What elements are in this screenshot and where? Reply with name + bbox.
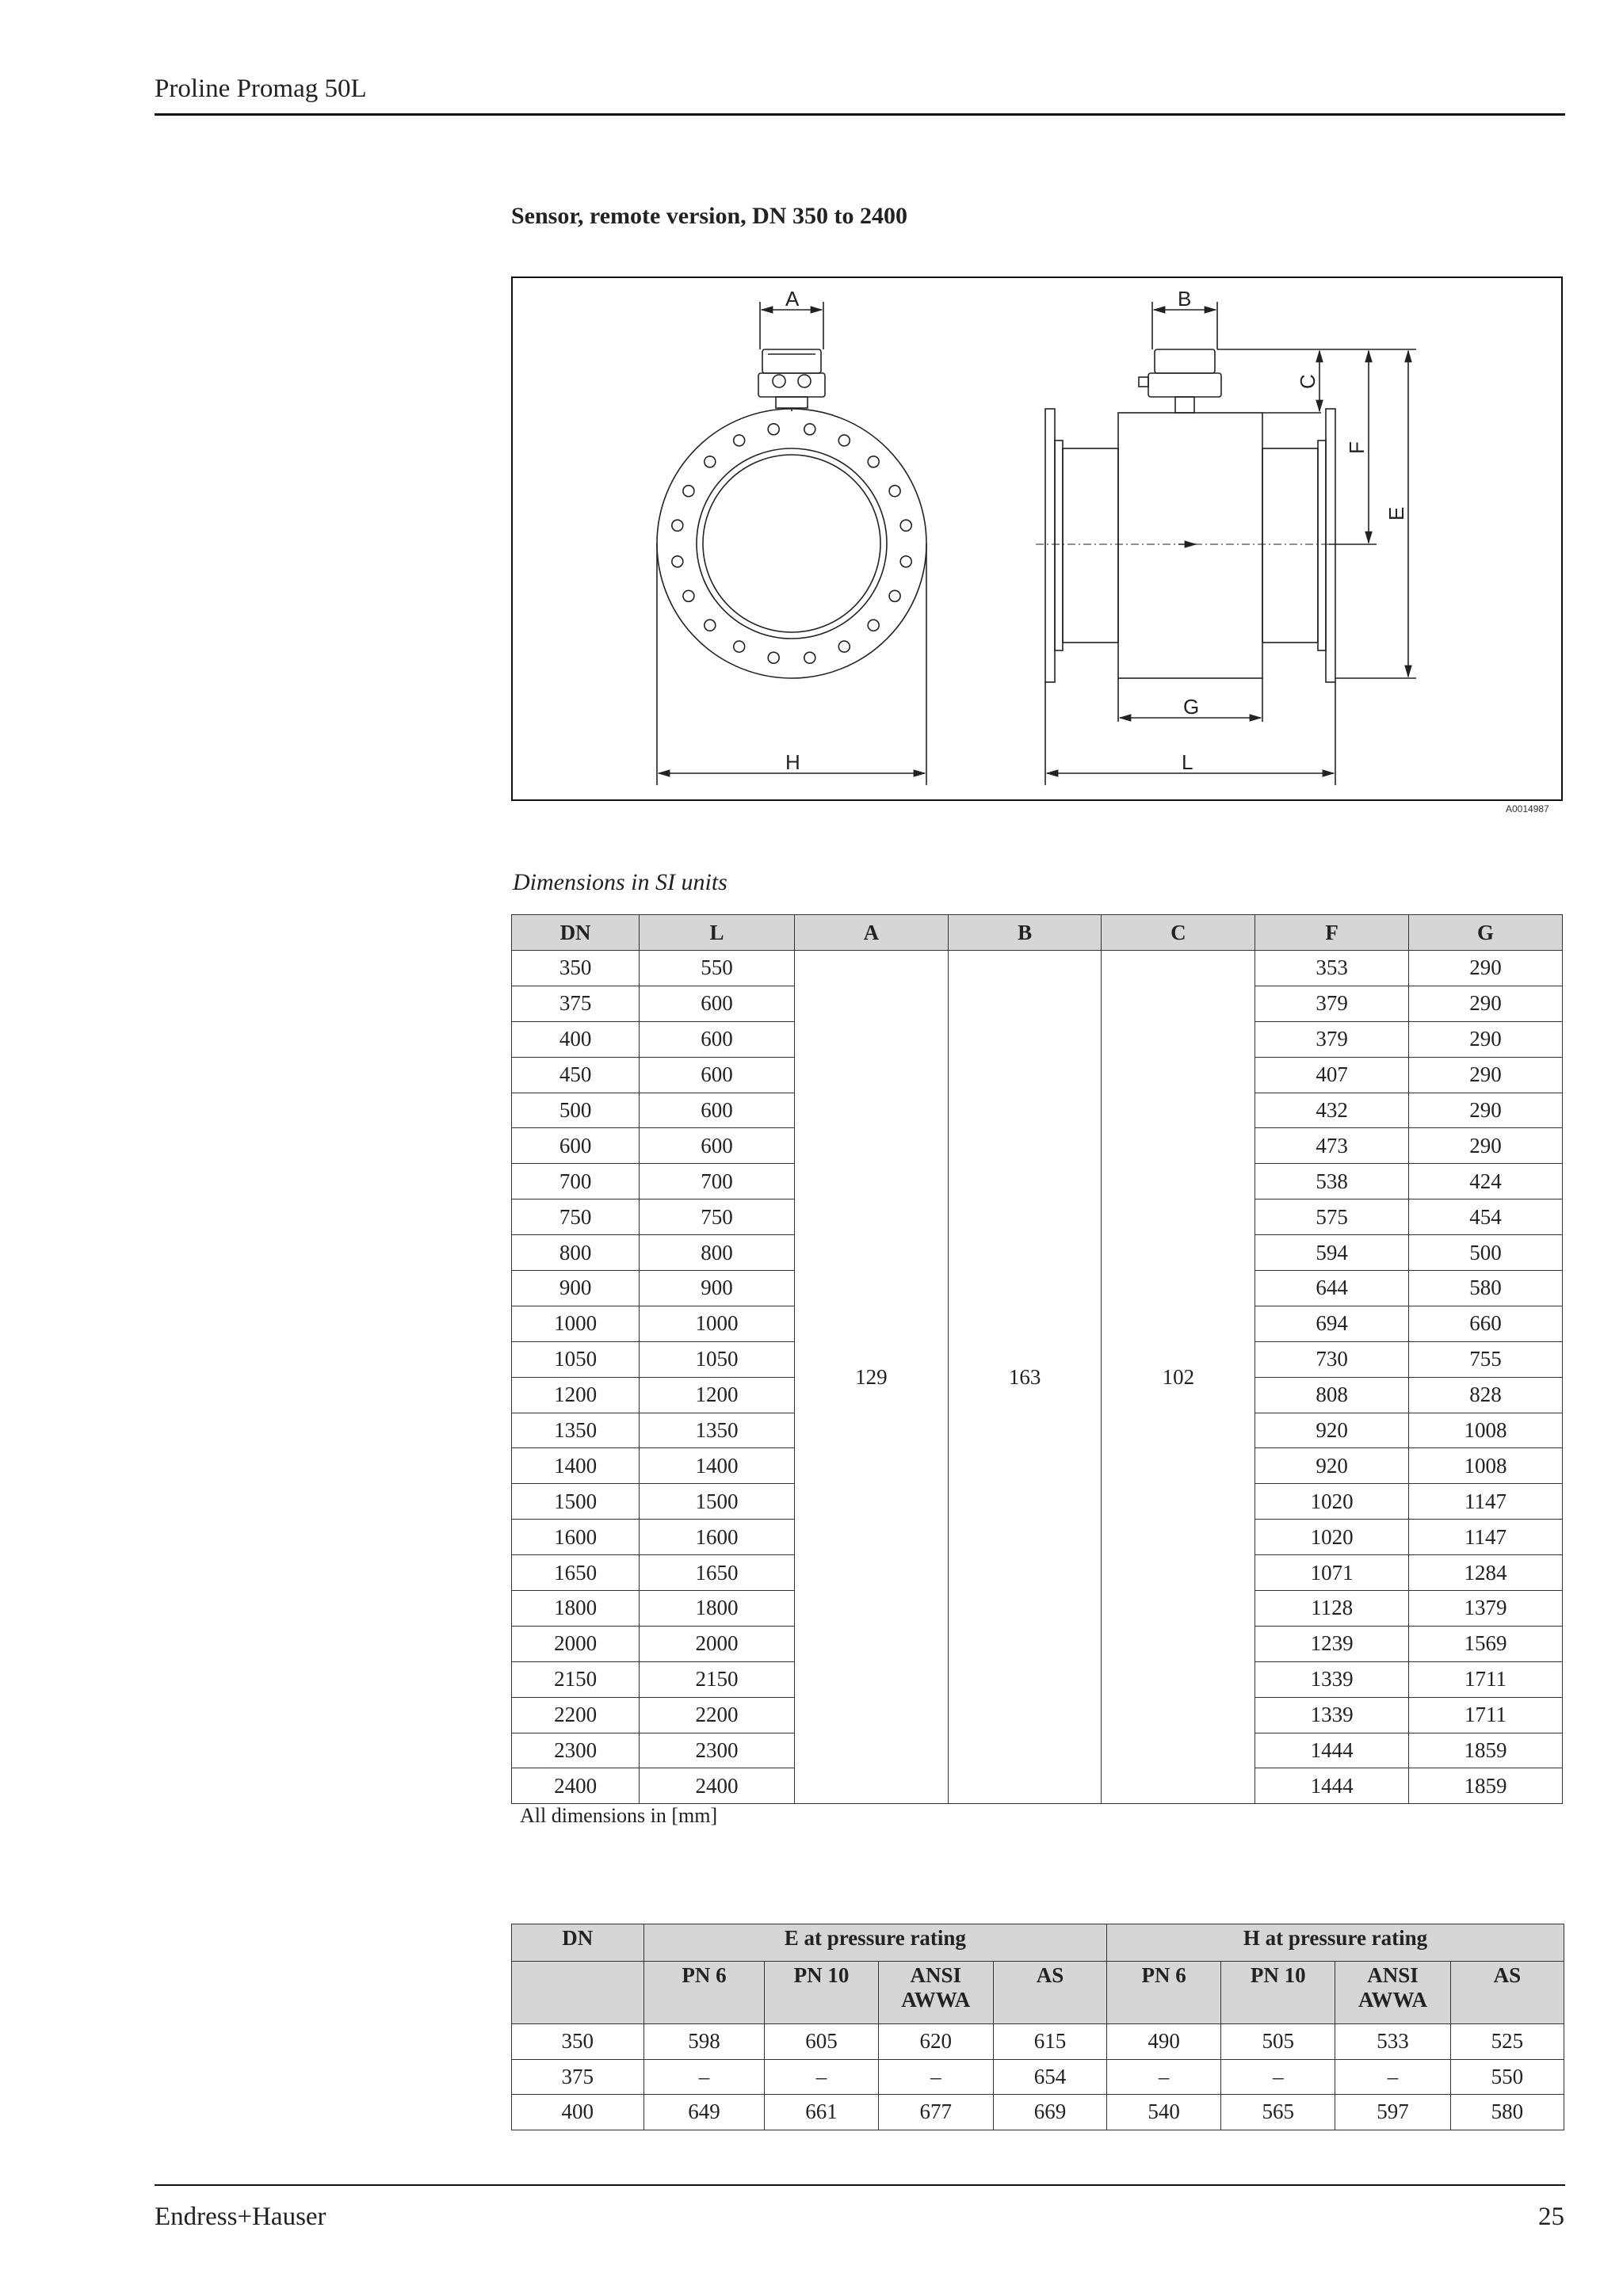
- cell-f: 730: [1255, 1341, 1409, 1377]
- cell-g: 1379: [1409, 1591, 1563, 1627]
- footer-company: Endress+Hauser: [155, 2203, 327, 2231]
- bolt-hole: [838, 435, 850, 446]
- cell-value: 654: [993, 2059, 1106, 2095]
- cell-f: 920: [1255, 1413, 1409, 1448]
- cell-g: 290: [1409, 1128, 1563, 1164]
- cell-g: 580: [1409, 1271, 1563, 1306]
- table2-subheader: AS: [993, 1962, 1106, 2024]
- cell-l: 1200: [640, 1377, 795, 1413]
- bolt-hole: [683, 590, 694, 601]
- cell-value: 598: [643, 2024, 765, 2060]
- cell-dn: 400: [512, 2095, 644, 2130]
- bolt-hole: [768, 652, 779, 663]
- dim-label-l: L: [1182, 750, 1193, 774]
- cell-dn: 600: [512, 1128, 640, 1164]
- cell-value: 677: [878, 2095, 993, 2130]
- cell-g: 290: [1409, 951, 1563, 986]
- cell-g: 1859: [1409, 1768, 1563, 1804]
- cell-f: 694: [1255, 1306, 1409, 1341]
- cell-dn: 400: [512, 1021, 640, 1057]
- table2-subheader: PN 6: [643, 1962, 765, 2024]
- cell-dn: 1200: [512, 1377, 640, 1413]
- table-row: [512, 2024, 1564, 2060]
- cell-l: 1000: [640, 1306, 795, 1341]
- cell-value: 565: [1221, 2095, 1335, 2130]
- cell-g: 1284: [1409, 1555, 1563, 1591]
- bolt-hole: [705, 620, 716, 631]
- table1-header-dn: DN: [512, 915, 640, 951]
- cell-l: 600: [640, 1128, 795, 1164]
- cell-l: 2300: [640, 1733, 795, 1768]
- figure-code: A0014987: [1506, 803, 1549, 814]
- cell-l: 700: [640, 1164, 795, 1199]
- cell-value: 661: [765, 2095, 878, 2130]
- dim-label-f: F: [1345, 441, 1369, 454]
- bolt-hole: [672, 520, 683, 531]
- cell-dn: 2300: [512, 1733, 640, 1768]
- cell-l: 900: [640, 1271, 795, 1306]
- bolt-hole: [672, 556, 683, 567]
- table2-subheader: ANSI AWWA: [1335, 1962, 1450, 2024]
- bolt-hole: [683, 486, 694, 497]
- cell-g: 424: [1409, 1164, 1563, 1199]
- cell-dn: 2200: [512, 1697, 640, 1733]
- cell-value: –: [765, 2059, 878, 2095]
- table1-header-f: F: [1255, 915, 1409, 951]
- cell-dn: 700: [512, 1164, 640, 1199]
- cell-c-merged: 102: [1102, 951, 1255, 1804]
- bolt-hole: [868, 456, 879, 467]
- cell-l: 600: [640, 1021, 795, 1057]
- cell-f: 432: [1255, 1093, 1409, 1128]
- cell-dn: 800: [512, 1235, 640, 1271]
- bolt-hole: [889, 486, 900, 497]
- cell-l: 1600: [640, 1520, 795, 1555]
- dim-label-b: B: [1178, 287, 1192, 311]
- cell-dn: 1800: [512, 1591, 640, 1627]
- running-header-title: Proline Promag 50L: [155, 74, 367, 103]
- flange-outer: [657, 409, 926, 678]
- table2-subheader: PN 10: [765, 1962, 878, 2024]
- table-row: [512, 2095, 1564, 2130]
- cell-l: 1350: [640, 1413, 795, 1448]
- cell-dn: 750: [512, 1199, 640, 1235]
- cell-f: 1339: [1255, 1697, 1409, 1733]
- cell-dn: 1350: [512, 1413, 640, 1448]
- cell-dn: 375: [512, 2059, 644, 2095]
- cell-l: 2150: [640, 1661, 795, 1697]
- bolt-hole: [734, 435, 745, 446]
- cell-g: 828: [1409, 1377, 1563, 1413]
- cell-f: 920: [1255, 1448, 1409, 1484]
- bolt-hole: [705, 456, 716, 467]
- table2-group-e: E at pressure rating: [643, 1924, 1107, 1962]
- bolt-hole: [734, 641, 745, 652]
- cell-f: 808: [1255, 1377, 1409, 1413]
- cell-dn: 375: [512, 986, 640, 1021]
- cell-f: 353: [1255, 951, 1409, 986]
- cell-f: 1239: [1255, 1626, 1409, 1661]
- bolt-hole: [900, 520, 911, 531]
- cell-value: 505: [1221, 2024, 1335, 2060]
- section-title: Sensor, remote version, DN 350 to 2400: [511, 203, 907, 229]
- cell-l: 750: [640, 1199, 795, 1235]
- bolt-hole: [804, 424, 815, 435]
- cell-value: 605: [765, 2024, 878, 2060]
- cell-dn: 1650: [512, 1555, 640, 1591]
- dimension-drawing: [511, 277, 1563, 801]
- cell-value: 649: [643, 2095, 765, 2130]
- cell-g: 1147: [1409, 1484, 1563, 1520]
- cell-f: 1339: [1255, 1661, 1409, 1697]
- cell-f: 1071: [1255, 1555, 1409, 1591]
- bolt-hole: [889, 590, 900, 601]
- table2-subheader: ANSI AWWA: [878, 1962, 993, 2024]
- cell-dn: 2000: [512, 1626, 640, 1661]
- cell-dn: 350: [512, 951, 640, 986]
- cell-l: 1800: [640, 1591, 795, 1627]
- cell-dn: 500: [512, 1093, 640, 1128]
- dim-label-c: C: [1296, 374, 1319, 389]
- cell-l: 600: [640, 1057, 795, 1093]
- cell-value: 533: [1335, 2024, 1450, 2060]
- table2-group-h: H at pressure rating: [1107, 1924, 1564, 1962]
- table2-header-dn: DN: [512, 1924, 644, 1962]
- cell-value: 597: [1335, 2095, 1450, 2130]
- dimensions-si-table: [511, 914, 1563, 1804]
- dimensions-note: All dimensions in [mm]: [520, 1804, 718, 1827]
- table1-header-c: C: [1102, 915, 1255, 951]
- cell-b-merged: 163: [948, 951, 1102, 1804]
- bolt-hole: [838, 641, 850, 652]
- cell-value: 615: [993, 2024, 1106, 2060]
- cell-dn: 1400: [512, 1448, 640, 1484]
- table1-header-g: G: [1409, 915, 1563, 951]
- cell-f: 473: [1255, 1128, 1409, 1164]
- cell-f: 1020: [1255, 1520, 1409, 1555]
- cell-g: 1008: [1409, 1413, 1563, 1448]
- cell-g: 1711: [1409, 1697, 1563, 1733]
- cell-value: 580: [1450, 2095, 1564, 2130]
- dim-label-h: H: [785, 750, 800, 774]
- cell-f: 594: [1255, 1235, 1409, 1271]
- cell-g: 290: [1409, 986, 1563, 1021]
- cell-f: 1128: [1255, 1591, 1409, 1627]
- cell-value: –: [1335, 2059, 1450, 2095]
- cell-value: 525: [1450, 2024, 1564, 2060]
- table-row: [512, 2059, 1564, 2095]
- bolt-hole: [804, 652, 815, 663]
- cell-l: 1400: [640, 1448, 795, 1484]
- cell-l: 1050: [640, 1341, 795, 1377]
- cell-value: –: [878, 2059, 993, 2095]
- cell-g: 1147: [1409, 1520, 1563, 1555]
- cell-dn: 1500: [512, 1484, 640, 1520]
- cell-value: 490: [1107, 2024, 1221, 2060]
- cell-f: 575: [1255, 1199, 1409, 1235]
- cell-f: 1444: [1255, 1733, 1409, 1768]
- table1-header-l: L: [640, 915, 795, 951]
- cell-l: 1650: [640, 1555, 795, 1591]
- pipe-bore: [697, 448, 887, 639]
- cell-l: 2400: [640, 1768, 795, 1804]
- cell-f: 1444: [1255, 1768, 1409, 1804]
- cell-l: 800: [640, 1235, 795, 1271]
- cell-value: 620: [878, 2024, 993, 2060]
- cell-g: 1711: [1409, 1661, 1563, 1697]
- cell-dn: 1600: [512, 1520, 640, 1555]
- cell-g: 500: [1409, 1235, 1563, 1271]
- cell-l: 1500: [640, 1484, 795, 1520]
- cell-g: 1569: [1409, 1626, 1563, 1661]
- table1-header-b: B: [948, 915, 1102, 951]
- cell-value: –: [1221, 2059, 1335, 2095]
- cell-dn: 1050: [512, 1341, 640, 1377]
- cell-f: 379: [1255, 1021, 1409, 1057]
- cell-f: 407: [1255, 1057, 1409, 1093]
- pressure-rating-table: [511, 1924, 1564, 2130]
- cell-g: 660: [1409, 1306, 1563, 1341]
- dim-label-e: E: [1384, 506, 1408, 521]
- cell-dn: 1000: [512, 1306, 640, 1341]
- cell-dn: 2150: [512, 1661, 640, 1697]
- table1-header-a: A: [794, 915, 948, 951]
- cell-value: –: [643, 2059, 765, 2095]
- cell-l: 2000: [640, 1626, 795, 1661]
- cell-g: 454: [1409, 1199, 1563, 1235]
- cell-f: 538: [1255, 1164, 1409, 1199]
- cell-dn: 450: [512, 1057, 640, 1093]
- cell-g: 290: [1409, 1093, 1563, 1128]
- cell-g: 290: [1409, 1021, 1563, 1057]
- cell-l: 550: [640, 951, 795, 986]
- page-number: 25: [1538, 2203, 1564, 2231]
- cell-value: –: [1107, 2059, 1221, 2095]
- cell-f: 379: [1255, 986, 1409, 1021]
- table2-subheader: PN 6: [1107, 1962, 1221, 2024]
- bolt-hole: [868, 620, 879, 631]
- table1-caption: Dimensions in SI units: [513, 869, 727, 895]
- cell-f: 1020: [1255, 1484, 1409, 1520]
- header-rule: [155, 113, 1565, 116]
- cell-value: 550: [1450, 2059, 1564, 2095]
- cell-value: 669: [993, 2095, 1106, 2130]
- cell-g: 1859: [1409, 1733, 1563, 1768]
- table-row: [512, 951, 1563, 986]
- dim-label-g: G: [1183, 695, 1200, 719]
- dim-label-a: A: [785, 287, 800, 311]
- cell-l: 600: [640, 986, 795, 1021]
- bolt-hole: [900, 556, 911, 567]
- bolt-hole: [768, 424, 779, 435]
- table2-subheader-empty: [512, 1962, 644, 2024]
- cell-l: 2200: [640, 1697, 795, 1733]
- footer-rule: [155, 2184, 1565, 2186]
- table2-subheader: AS: [1450, 1962, 1564, 2024]
- cell-dn: 350: [512, 2024, 644, 2060]
- cell-l: 600: [640, 1093, 795, 1128]
- cell-dn: 900: [512, 1271, 640, 1306]
- cell-f: 644: [1255, 1271, 1409, 1306]
- cell-g: 1008: [1409, 1448, 1563, 1484]
- cell-g: 290: [1409, 1057, 1563, 1093]
- cell-dn: 2400: [512, 1768, 640, 1804]
- cell-a-merged: 129: [794, 951, 948, 1804]
- cell-g: 755: [1409, 1341, 1563, 1377]
- cell-value: 540: [1107, 2095, 1221, 2130]
- table2-subheader: PN 10: [1221, 1962, 1335, 2024]
